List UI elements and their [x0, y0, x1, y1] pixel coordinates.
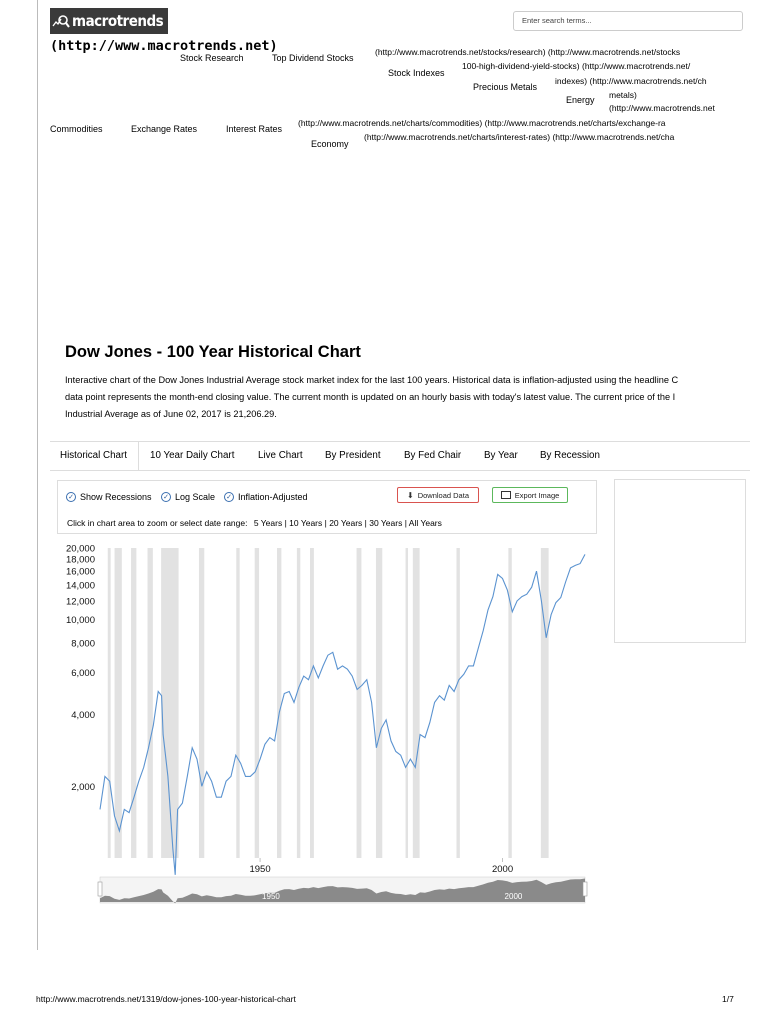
logo-text: macrotrends	[72, 12, 164, 30]
nav-stock-indexes[interactable]: Stock Indexes	[388, 68, 445, 78]
recession-band	[131, 548, 136, 858]
recession-band	[148, 548, 153, 858]
y-tick-label: 18,000	[65, 554, 95, 566]
range-prompt: Click in chart area to zoom or select date range:	[67, 518, 248, 528]
y-tick-label: 16,000	[65, 566, 95, 578]
export-label: Export Image	[514, 490, 560, 500]
download-icon: ⬇	[407, 490, 414, 500]
x-tick-label: 2000	[491, 864, 514, 875]
download-label: Download Data	[417, 490, 469, 500]
nav-charts-url-1[interactable]: (http://www.macrotrends.net/charts/commodities) (http://www.macrotrends.net/charts/exchange-ra	[298, 118, 666, 128]
y-tick-label: 2,000	[71, 781, 95, 793]
nav-charts-url-2[interactable]: (http://www.macrotrends.net/charts/interest-rates) (http://www.macrotrends.net/cha	[364, 132, 675, 142]
range-30-years[interactable]: 30 Years	[369, 518, 403, 528]
nav-energy-url[interactable]: (http://www.macrotrends.net	[609, 103, 715, 113]
tab-10-year-daily[interactable]: 10 Year Daily Chart	[150, 450, 235, 461]
y-tick-label: 14,000	[65, 580, 95, 592]
navigator-left-handle[interactable]	[98, 882, 102, 896]
inflation-adjusted-checkbox[interactable]	[224, 492, 308, 502]
nav-metals-url[interactable]: metals)	[609, 90, 637, 100]
nav-top-dividend[interactable]: Top Dividend Stocks	[272, 53, 354, 63]
tab-divider	[138, 442, 139, 470]
chart-controls	[57, 480, 597, 534]
nav-exchange-rates[interactable]: Exchange Rates	[131, 124, 198, 134]
range-5-years[interactable]: 5 Years	[253, 518, 283, 528]
recession-band	[236, 548, 239, 858]
nav-indexes-url[interactable]: indexes) (http://www.macrotrends.net/ch	[555, 76, 707, 86]
page-title: Dow Jones - 100 Year Historical Chart	[65, 343, 361, 361]
recession-band	[456, 548, 459, 858]
dow-jones-chart[interactable]	[50, 540, 590, 905]
tab-live-chart[interactable]: Live Chart	[258, 450, 303, 461]
check-icon: ✓	[161, 492, 171, 502]
date-range-selector: Click in chart area to zoom or select date range: 5 Years | 10 Years | 20 Years | 30 Years | All Years	[67, 518, 442, 528]
y-tick-label: 6,000	[71, 668, 95, 680]
log-scale-label: Log Scale	[175, 492, 216, 502]
inflation-adjusted-label: Inflation-Adjusted	[238, 492, 308, 502]
show-recessions-label: Show Recessions	[80, 492, 152, 502]
nav-economy[interactable]: Economy	[311, 139, 349, 149]
nav-precious-metals[interactable]: Precious Metals	[473, 82, 538, 92]
nav-stock-research[interactable]: Stock Research	[180, 53, 244, 63]
navigator-right-handle[interactable]	[583, 882, 587, 896]
log-scale-checkbox[interactable]	[161, 492, 215, 502]
y-tick-label: 4,000	[71, 710, 95, 722]
nav-high-dividend-url[interactable]: 100-high-dividend-yield-stocks) (http://www.macrotrends.net/	[462, 61, 691, 71]
description-line-3: Industrial Average as of June 02, 2017 is 21,206.29.	[65, 409, 277, 419]
recession-band	[277, 548, 281, 858]
range-all-years[interactable]: All Years	[408, 518, 442, 528]
recession-band	[310, 548, 314, 858]
footer-url: http://www.macrotrends.net/1319/dow-jones-100-year-historical-chart	[36, 994, 296, 1004]
y-tick-label: 8,000	[71, 638, 95, 650]
navigator-label: 2000	[504, 892, 523, 901]
recession-band	[297, 548, 300, 858]
page-left-rule	[37, 0, 38, 950]
search-input[interactable]: Enter search terms...	[513, 11, 743, 31]
side-panel	[614, 479, 746, 643]
image-icon	[501, 491, 511, 499]
y-tick-label: 12,000	[65, 596, 95, 608]
recession-band	[541, 548, 549, 858]
recession-band	[406, 548, 408, 858]
tab-by-president[interactable]: By President	[325, 450, 381, 461]
chart-tabs	[50, 441, 750, 471]
y-tick-label: 20,000	[65, 543, 95, 555]
nav-energy[interactable]: Energy	[566, 95, 595, 105]
x-tick-label: 1950	[249, 864, 271, 875]
chart-navigator[interactable]	[98, 877, 587, 903]
description-line-1: Interactive chart of the Dow Jones Industrial Average stock market index for the last 100 years. Historical data is inflation-adjusted using the headline C	[65, 375, 679, 385]
check-icon: ✓	[224, 492, 234, 502]
nav-stocks-url[interactable]: (http://www.macrotrends.net/stocks/research) (http://www.macrotrends.net/stocks	[375, 47, 681, 57]
nav-commodities[interactable]: Commodities	[50, 124, 103, 134]
y-tick-label: 10,000	[65, 615, 95, 627]
tab-by-year[interactable]: By Year	[484, 450, 518, 461]
show-recessions-checkbox[interactable]	[66, 492, 152, 502]
download-data-button[interactable]	[397, 487, 479, 503]
tab-by-fed-chair[interactable]: By Fed Chair	[404, 450, 462, 461]
recession-band	[199, 548, 204, 858]
export-image-button[interactable]	[492, 487, 568, 503]
footer-page-number: 1/7	[722, 994, 734, 1004]
recession-band	[357, 548, 362, 858]
recession-band	[115, 548, 122, 858]
recession-band	[413, 548, 420, 858]
recession-band	[255, 548, 259, 858]
site-url[interactable]: (http://www.macrotrends.net)	[50, 38, 278, 54]
tab-historical-chart[interactable]: Historical Chart	[60, 450, 127, 461]
tab-by-recession[interactable]: By Recession	[540, 450, 600, 461]
range-20-years[interactable]: 20 Years	[329, 518, 363, 528]
site-logo[interactable]	[50, 8, 168, 34]
recession-band	[376, 548, 382, 858]
description-line-2: data point represents the month-end closing value. The current month is updated on an hourly basis with today's latest value. The current price of the I	[65, 392, 676, 402]
nav-interest-rates[interactable]: Interest Rates	[226, 124, 283, 134]
navigator-label: 1950	[262, 892, 280, 901]
recession-band	[108, 548, 111, 858]
check-icon: ✓	[66, 492, 76, 502]
range-10-years[interactable]: 10 Years	[289, 518, 323, 528]
magnifier-chart-icon	[50, 11, 72, 31]
